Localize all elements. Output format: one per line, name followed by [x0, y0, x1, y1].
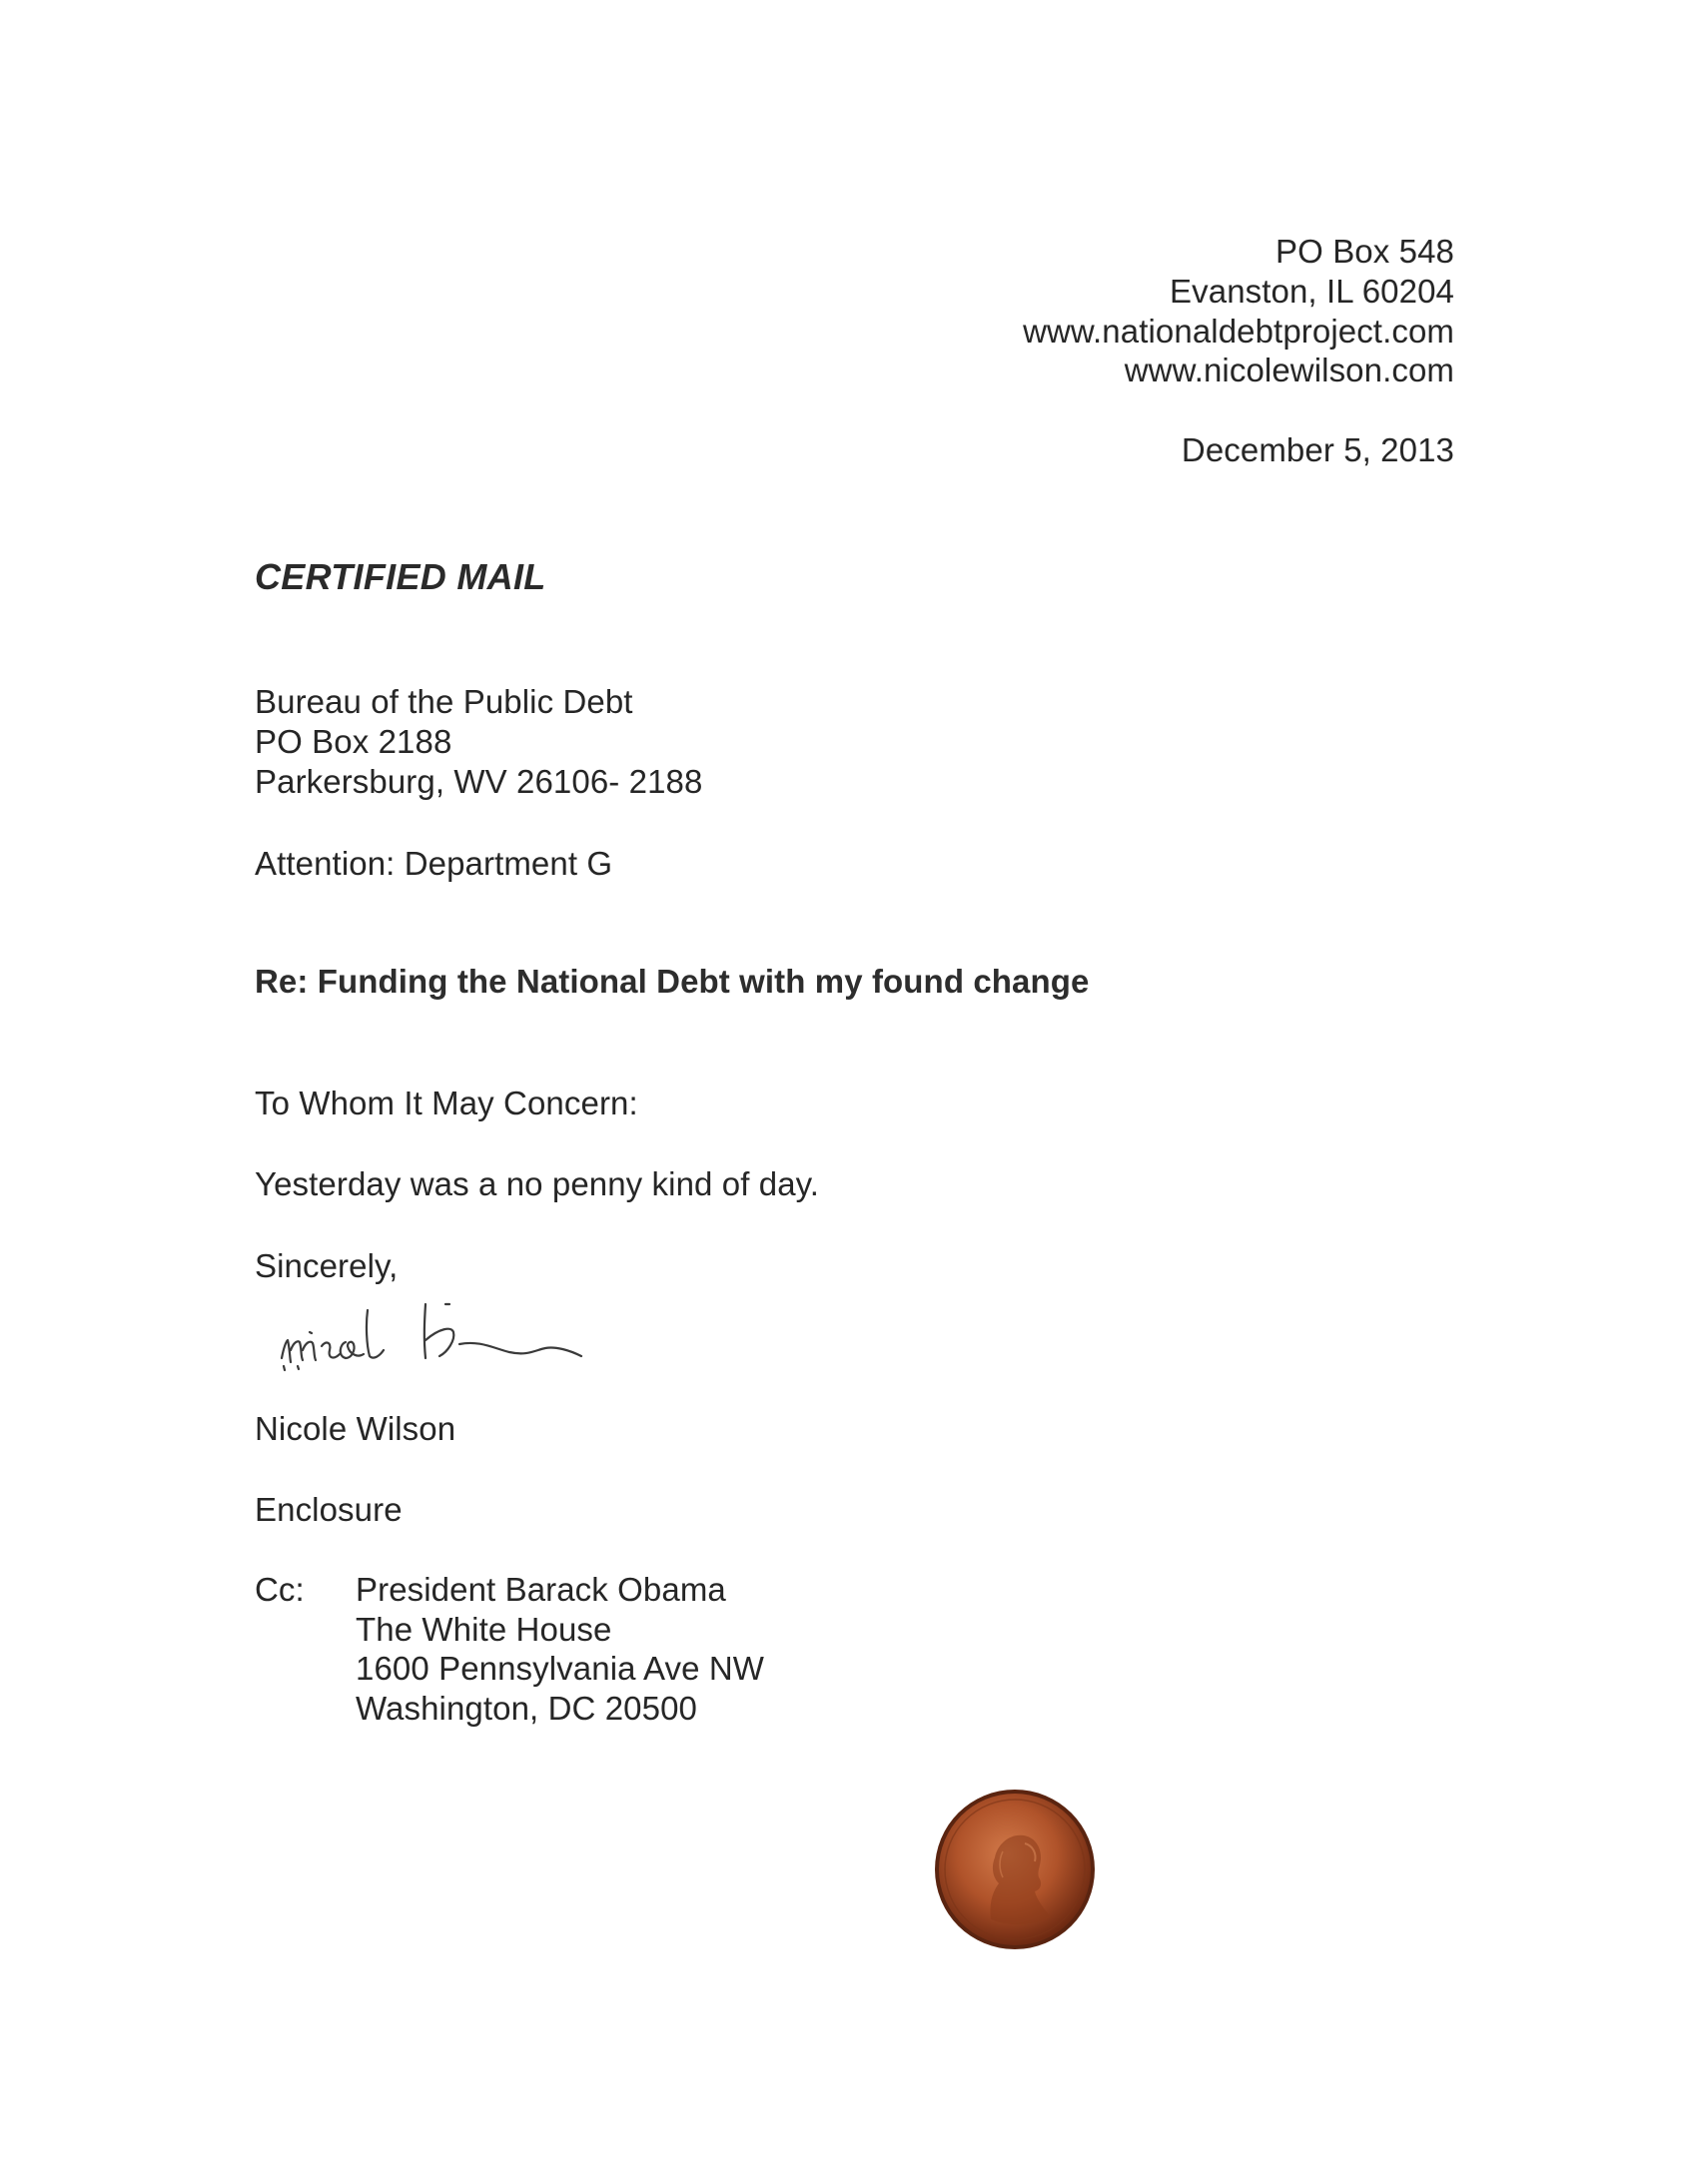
closing: Sincerely, [255, 1247, 399, 1284]
cc-label: Cc: [255, 1571, 305, 1608]
sender-city-line: Evanston, IL 60204 [1170, 273, 1454, 310]
recipient-name: Bureau of the Public Debt [255, 683, 633, 720]
sender-website-2: www.nicolewilson.com [1124, 352, 1454, 388]
enclosure-label: Enclosure [255, 1491, 403, 1528]
body-text: Yesterday was a no penny kind of day. [255, 1165, 820, 1202]
recipient-city-line: Parkersburg, WV 26106- 2188 [255, 763, 703, 800]
signer-name: Nicole Wilson [255, 1410, 456, 1447]
salutation: To Whom It May Concern: [255, 1085, 638, 1121]
cc-street: 1600 Pennsylvania Ave NW [356, 1650, 765, 1687]
penny-coin-image [933, 1788, 1097, 1951]
cc-name: President Barack Obama [356, 1571, 726, 1608]
letter-date: December 5, 2013 [1181, 431, 1454, 468]
certified-mail-label: CERTIFIED MAIL [255, 556, 546, 597]
cc-city-line: Washington, DC 20500 [356, 1690, 697, 1727]
handwritten-signature-image [270, 1270, 619, 1380]
subject-line: Re: Funding the National Debt with my found change [255, 963, 1090, 1000]
recipient-po-box: PO Box 2188 [255, 723, 452, 760]
sender-website-1: www.nationaldebtproject.com [1023, 313, 1454, 350]
attention-line: Attention: Department G [255, 845, 613, 882]
sender-po-box: PO Box 548 [1275, 233, 1454, 270]
cc-org: The White House [356, 1611, 612, 1648]
